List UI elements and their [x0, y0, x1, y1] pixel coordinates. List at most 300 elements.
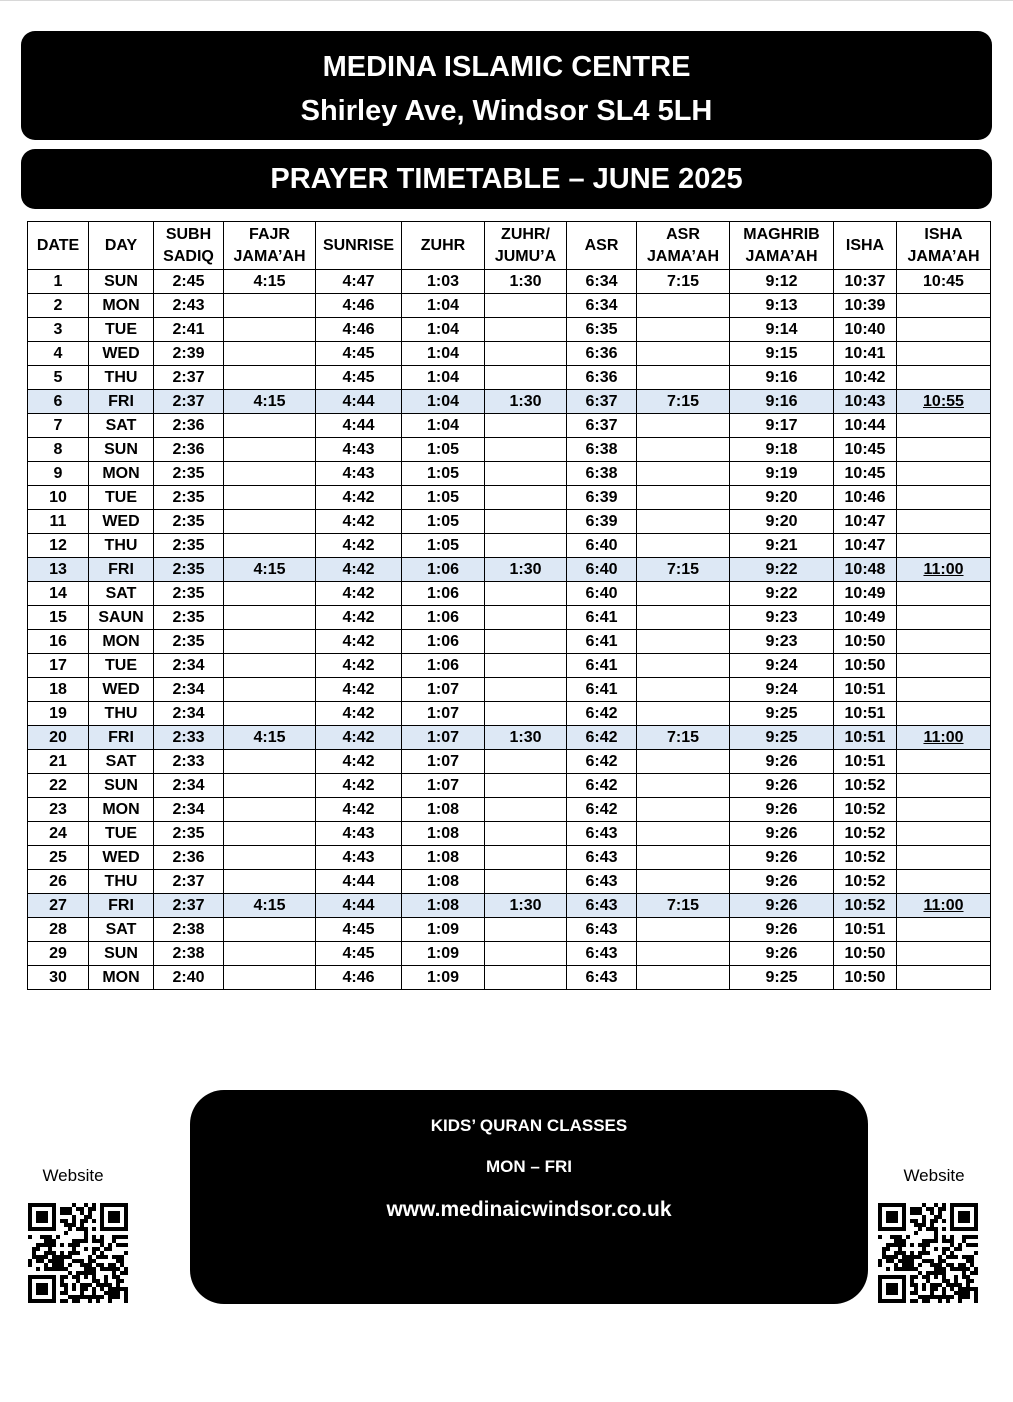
table-row	[28, 942, 991, 966]
table-row	[28, 894, 991, 918]
cell-fajr-j	[224, 966, 316, 990]
cell-isha: 10:50	[834, 966, 897, 990]
cell-zuhr: 1:05	[402, 486, 485, 510]
cell-asr: 6:42	[567, 774, 637, 798]
table-body	[28, 270, 991, 990]
cell-jumua	[485, 870, 567, 894]
cell-jumua	[485, 510, 567, 534]
cell-isha: 10:47	[834, 510, 897, 534]
column-header	[637, 222, 730, 270]
cell-day: TUE	[89, 654, 154, 678]
cell-maghrib: 9:20	[730, 510, 834, 534]
cell-sunrise: 4:46	[316, 966, 402, 990]
cell-asr: 6:43	[567, 822, 637, 846]
cell-asr: 6:38	[567, 438, 637, 462]
cell-date: 7	[28, 414, 89, 438]
cell-isha: 10:51	[834, 918, 897, 942]
cell-zuhr: 1:06	[402, 630, 485, 654]
cell-asr-j	[637, 414, 730, 438]
cell-isha-j	[897, 846, 991, 870]
cell-date: 23	[28, 798, 89, 822]
cell-isha-j: 11:00	[897, 558, 991, 582]
cell-fajr-j	[224, 918, 316, 942]
cell-sunrise: 4:44	[316, 894, 402, 918]
column-header-text: ZUHR	[420, 236, 466, 254]
cell-date: 10	[28, 486, 89, 510]
cell-isha-j	[897, 870, 991, 894]
cell-isha: 10:45	[834, 462, 897, 486]
cell-isha: 10:47	[834, 534, 897, 558]
quran-classes-box	[190, 1090, 868, 1304]
cell-fajr-j	[224, 942, 316, 966]
cell-sunrise: 4:45	[316, 918, 402, 942]
cell-subh: 2:37	[154, 870, 224, 894]
cell-day: THU	[89, 534, 154, 558]
table-row	[28, 654, 991, 678]
cell-sunrise: 4:43	[316, 462, 402, 486]
cell-isha: 10:52	[834, 798, 897, 822]
table-header-row	[28, 222, 991, 270]
cell-jumua	[485, 966, 567, 990]
cell-asr-j	[637, 534, 730, 558]
table-row	[28, 342, 991, 366]
table-row	[28, 774, 991, 798]
table-row	[28, 558, 991, 582]
cell-date: 17	[28, 654, 89, 678]
cell-jumua	[485, 942, 567, 966]
table-row	[28, 294, 991, 318]
cell-date: 25	[28, 846, 89, 870]
cell-isha-j	[897, 630, 991, 654]
cell-asr: 6:43	[567, 894, 637, 918]
cell-date: 11	[28, 510, 89, 534]
cell-day: SUN	[89, 438, 154, 462]
cell-jumua	[485, 342, 567, 366]
cell-asr: 6:42	[567, 726, 637, 750]
cell-subh: 2:35	[154, 534, 224, 558]
cell-jumua	[485, 678, 567, 702]
cell-sunrise: 4:44	[316, 414, 402, 438]
cell-day: WED	[89, 846, 154, 870]
cell-subh: 2:35	[154, 606, 224, 630]
cell-isha-j	[897, 918, 991, 942]
cell-subh: 2:35	[154, 486, 224, 510]
cell-subh: 2:35	[154, 630, 224, 654]
cell-asr-j	[637, 750, 730, 774]
cell-jumua	[485, 654, 567, 678]
cell-jumua	[485, 918, 567, 942]
cell-day: SUN	[89, 942, 154, 966]
cell-asr: 6:43	[567, 918, 637, 942]
column-header	[316, 222, 402, 270]
cell-isha-j	[897, 414, 991, 438]
cell-zuhr: 1:08	[402, 798, 485, 822]
column-header-text: ASR	[584, 236, 619, 254]
cell-subh: 2:39	[154, 342, 224, 366]
cell-subh: 2:34	[154, 654, 224, 678]
cell-fajr-j	[224, 366, 316, 390]
cell-isha-j	[897, 342, 991, 366]
cell-fajr-j: 4:15	[224, 726, 316, 750]
cell-subh: 2:35	[154, 462, 224, 486]
cell-asr: 6:41	[567, 630, 637, 654]
cell-subh: 2:37	[154, 390, 224, 414]
cell-asr-j	[637, 702, 730, 726]
cell-isha: 10:51	[834, 702, 897, 726]
header-banner	[21, 31, 992, 140]
cell-date: 13	[28, 558, 89, 582]
cell-fajr-j	[224, 870, 316, 894]
cell-maghrib: 9:14	[730, 318, 834, 342]
cell-date: 21	[28, 750, 89, 774]
cell-subh: 2:37	[154, 894, 224, 918]
cell-isha-j: 11:00	[897, 894, 991, 918]
cell-date: 26	[28, 870, 89, 894]
cell-isha-j	[897, 366, 991, 390]
cell-day: MON	[89, 630, 154, 654]
cell-asr-j	[637, 318, 730, 342]
cell-fajr-j	[224, 846, 316, 870]
cell-sunrise: 4:42	[316, 798, 402, 822]
cell-fajr-j	[224, 462, 316, 486]
column-header-text: ISHA	[845, 236, 885, 254]
cell-sunrise: 4:42	[316, 534, 402, 558]
cell-isha-j	[897, 462, 991, 486]
cell-fajr-j	[224, 654, 316, 678]
cell-fajr-j	[224, 630, 316, 654]
cell-isha: 10:50	[834, 942, 897, 966]
cell-day: TUE	[89, 318, 154, 342]
table-row	[28, 702, 991, 726]
cell-jumua: 1:30	[485, 390, 567, 414]
cell-isha: 10:41	[834, 342, 897, 366]
cell-jumua	[485, 846, 567, 870]
cell-zuhr: 1:06	[402, 654, 485, 678]
column-header	[154, 222, 224, 270]
cell-asr-j	[637, 942, 730, 966]
cell-isha-j: 10:55	[897, 390, 991, 414]
cell-asr: 6:43	[567, 846, 637, 870]
cell-asr: 6:43	[567, 870, 637, 894]
cell-subh: 2:34	[154, 678, 224, 702]
cell-date: 19	[28, 702, 89, 726]
cell-asr-j	[637, 486, 730, 510]
column-header	[567, 222, 637, 270]
cell-zuhr: 1:05	[402, 438, 485, 462]
cell-sunrise: 4:45	[316, 942, 402, 966]
cell-asr: 6:34	[567, 270, 637, 294]
cell-subh: 2:33	[154, 750, 224, 774]
cell-maghrib: 9:26	[730, 870, 834, 894]
column-header-text: ISHA	[924, 225, 963, 243]
cell-zuhr: 1:04	[402, 414, 485, 438]
column-header	[730, 222, 834, 270]
cell-maghrib: 9:23	[730, 606, 834, 630]
cell-asr-j	[637, 294, 730, 318]
cell-isha: 10:52	[834, 822, 897, 846]
cell-asr-j: 7:15	[637, 390, 730, 414]
cell-day: FRI	[89, 726, 154, 750]
cell-zuhr: 1:08	[402, 822, 485, 846]
cell-maghrib: 9:26	[730, 942, 834, 966]
cell-isha: 10:49	[834, 606, 897, 630]
cell-sunrise: 4:44	[316, 870, 402, 894]
cell-maghrib: 9:25	[730, 966, 834, 990]
cell-date: 30	[28, 966, 89, 990]
cell-day: TUE	[89, 822, 154, 846]
cell-asr: 6:40	[567, 582, 637, 606]
cell-asr: 6:37	[567, 390, 637, 414]
cell-maghrib: 9:26	[730, 750, 834, 774]
cell-jumua	[485, 462, 567, 486]
column-header	[89, 222, 154, 270]
cell-subh: 2:38	[154, 918, 224, 942]
cell-fajr-j	[224, 678, 316, 702]
cell-asr-j	[637, 966, 730, 990]
table-row	[28, 870, 991, 894]
column-header-text: JAMA’AH	[745, 247, 818, 265]
cell-maghrib: 9:17	[730, 414, 834, 438]
column-header-text: JAMA’AH	[646, 247, 719, 265]
cell-day: MON	[89, 966, 154, 990]
cell-maghrib: 9:23	[730, 630, 834, 654]
org-address: Shirley Ave, Windsor SL4 5LH	[300, 95, 713, 127]
cell-day: SUN	[89, 270, 154, 294]
cell-maghrib: 9:26	[730, 918, 834, 942]
table-row	[28, 678, 991, 702]
title-banner	[21, 149, 992, 209]
cell-zuhr: 1:04	[402, 318, 485, 342]
cell-asr: 6:40	[567, 558, 637, 582]
cell-subh: 2:36	[154, 414, 224, 438]
table-row	[28, 318, 991, 342]
cell-date: 29	[28, 942, 89, 966]
cell-sunrise: 4:46	[316, 318, 402, 342]
cell-asr-j: 7:15	[637, 726, 730, 750]
cell-subh: 2:35	[154, 558, 224, 582]
cell-sunrise: 4:42	[316, 750, 402, 774]
cell-jumua	[485, 822, 567, 846]
column-header	[28, 222, 89, 270]
cell-date: 8	[28, 438, 89, 462]
cell-isha: 10:52	[834, 870, 897, 894]
table-row	[28, 510, 991, 534]
cell-isha-j: 10:45	[897, 270, 991, 294]
table-row	[28, 582, 991, 606]
cell-isha-j	[897, 942, 991, 966]
column-header-text: MAGHRIB	[743, 225, 820, 243]
cell-maghrib: 9:15	[730, 342, 834, 366]
cell-isha-j	[897, 966, 991, 990]
cell-zuhr: 1:05	[402, 534, 485, 558]
cell-date: 2	[28, 294, 89, 318]
cell-isha: 10:40	[834, 318, 897, 342]
cell-asr: 6:41	[567, 678, 637, 702]
table-row	[28, 750, 991, 774]
cell-asr-j	[637, 462, 730, 486]
cell-day: TUE	[89, 486, 154, 510]
cell-sunrise: 4:42	[316, 486, 402, 510]
cell-sunrise: 4:47	[316, 270, 402, 294]
cell-asr-j	[637, 918, 730, 942]
cell-asr-j	[637, 606, 730, 630]
cell-maghrib: 9:26	[730, 894, 834, 918]
cell-subh: 2:34	[154, 702, 224, 726]
cell-asr: 6:42	[567, 750, 637, 774]
cell-fajr-j	[224, 702, 316, 726]
cell-fajr-j	[224, 534, 316, 558]
cell-zuhr: 1:07	[402, 678, 485, 702]
cell-asr-j	[637, 654, 730, 678]
cell-day: SAT	[89, 918, 154, 942]
classes-title: KIDS’ QURAN CLASSES	[430, 1116, 628, 1135]
cell-zuhr: 1:06	[402, 558, 485, 582]
cell-fajr-j	[224, 438, 316, 462]
cell-date: 27	[28, 894, 89, 918]
qr-code-icon[interactable]	[878, 1203, 978, 1303]
cell-maghrib: 9:25	[730, 702, 834, 726]
cell-date: 9	[28, 462, 89, 486]
cell-fajr-j	[224, 774, 316, 798]
cell-day: MON	[89, 294, 154, 318]
cell-sunrise: 4:42	[316, 702, 402, 726]
cell-sunrise: 4:42	[316, 630, 402, 654]
cell-fajr-j	[224, 486, 316, 510]
cell-day: FRI	[89, 390, 154, 414]
cell-isha: 10:43	[834, 390, 897, 414]
cell-sunrise: 4:42	[316, 726, 402, 750]
cell-sunrise: 4:46	[316, 294, 402, 318]
cell-fajr-j	[224, 294, 316, 318]
cell-maghrib: 9:22	[730, 558, 834, 582]
cell-zuhr: 1:04	[402, 390, 485, 414]
cell-isha: 10:39	[834, 294, 897, 318]
cell-zuhr: 1:06	[402, 606, 485, 630]
website-label-right: Website	[903, 1166, 965, 1185]
cell-day: THU	[89, 702, 154, 726]
cell-date: 24	[28, 822, 89, 846]
cell-subh: 2:35	[154, 510, 224, 534]
cell-asr-j	[637, 846, 730, 870]
cell-sunrise: 4:42	[316, 774, 402, 798]
cell-day: SAT	[89, 414, 154, 438]
cell-sunrise: 4:42	[316, 558, 402, 582]
cell-maghrib: 9:20	[730, 486, 834, 510]
cell-day: WED	[89, 510, 154, 534]
cell-zuhr: 1:07	[402, 726, 485, 750]
cell-subh: 2:35	[154, 822, 224, 846]
cell-isha-j	[897, 750, 991, 774]
cell-asr: 6:42	[567, 798, 637, 822]
cell-asr-j	[637, 438, 730, 462]
cell-day: THU	[89, 366, 154, 390]
cell-sunrise: 4:45	[316, 366, 402, 390]
cell-zuhr: 1:04	[402, 294, 485, 318]
cell-asr-j	[637, 630, 730, 654]
cell-isha: 10:42	[834, 366, 897, 390]
website-label-left: Website	[42, 1166, 104, 1185]
cell-isha-j	[897, 510, 991, 534]
cell-isha-j	[897, 438, 991, 462]
cell-subh: 2:40	[154, 966, 224, 990]
cell-fajr-j: 4:15	[224, 894, 316, 918]
table-row	[28, 918, 991, 942]
cell-asr-j	[637, 582, 730, 606]
cell-zuhr: 1:08	[402, 894, 485, 918]
cell-asr-j	[637, 366, 730, 390]
cell-maghrib: 9:25	[730, 726, 834, 750]
table-row	[28, 414, 991, 438]
cell-asr-j	[637, 822, 730, 846]
cell-day: MON	[89, 462, 154, 486]
cell-jumua	[485, 414, 567, 438]
cell-asr-j: 7:15	[637, 558, 730, 582]
cell-date: 14	[28, 582, 89, 606]
cell-fajr-j	[224, 342, 316, 366]
cell-fajr-j: 4:15	[224, 558, 316, 582]
cell-jumua	[485, 318, 567, 342]
cell-isha-j	[897, 678, 991, 702]
cell-zuhr: 1:06	[402, 582, 485, 606]
cell-isha-j	[897, 582, 991, 606]
cell-jumua	[485, 294, 567, 318]
table-row	[28, 366, 991, 390]
table-row	[28, 270, 991, 294]
cell-isha-j	[897, 318, 991, 342]
cell-zuhr: 1:04	[402, 342, 485, 366]
cell-date: 5	[28, 366, 89, 390]
cell-date: 1	[28, 270, 89, 294]
cell-isha: 10:37	[834, 270, 897, 294]
table-row	[28, 630, 991, 654]
cell-day: FRI	[89, 894, 154, 918]
cell-subh: 2:36	[154, 846, 224, 870]
cell-day: SAT	[89, 582, 154, 606]
cell-asr: 6:37	[567, 414, 637, 438]
cell-isha: 10:49	[834, 582, 897, 606]
cell-asr-j: 7:15	[637, 894, 730, 918]
table-row	[28, 534, 991, 558]
cell-asr: 6:39	[567, 510, 637, 534]
cell-fajr-j	[224, 822, 316, 846]
cell-zuhr: 1:09	[402, 942, 485, 966]
cell-jumua	[485, 438, 567, 462]
cell-isha-j	[897, 654, 991, 678]
cell-sunrise: 4:43	[316, 846, 402, 870]
column-header-text: SUNRISE	[322, 236, 395, 254]
table-row	[28, 798, 991, 822]
column-header-text: DAY	[104, 236, 138, 254]
cell-zuhr: 1:05	[402, 510, 485, 534]
column-header-text: SADIQ	[163, 247, 214, 265]
cell-asr-j	[637, 798, 730, 822]
website-url[interactable]: www.medinaicwindsor.co.uk	[386, 1198, 672, 1221]
cell-zuhr: 1:08	[402, 870, 485, 894]
cell-isha: 10:50	[834, 630, 897, 654]
cell-isha-j	[897, 534, 991, 558]
cell-asr-j	[637, 870, 730, 894]
cell-fajr-j	[224, 510, 316, 534]
cell-date: 6	[28, 390, 89, 414]
org-name: MEDINA ISLAMIC CENTRE	[322, 51, 691, 83]
column-header-text: JUMU’A	[494, 247, 557, 265]
cell-subh: 2:36	[154, 438, 224, 462]
cell-isha-j	[897, 702, 991, 726]
qr-code-icon[interactable]	[28, 1203, 128, 1303]
cell-day: WED	[89, 678, 154, 702]
cell-subh: 2:34	[154, 774, 224, 798]
table-row	[28, 966, 991, 990]
